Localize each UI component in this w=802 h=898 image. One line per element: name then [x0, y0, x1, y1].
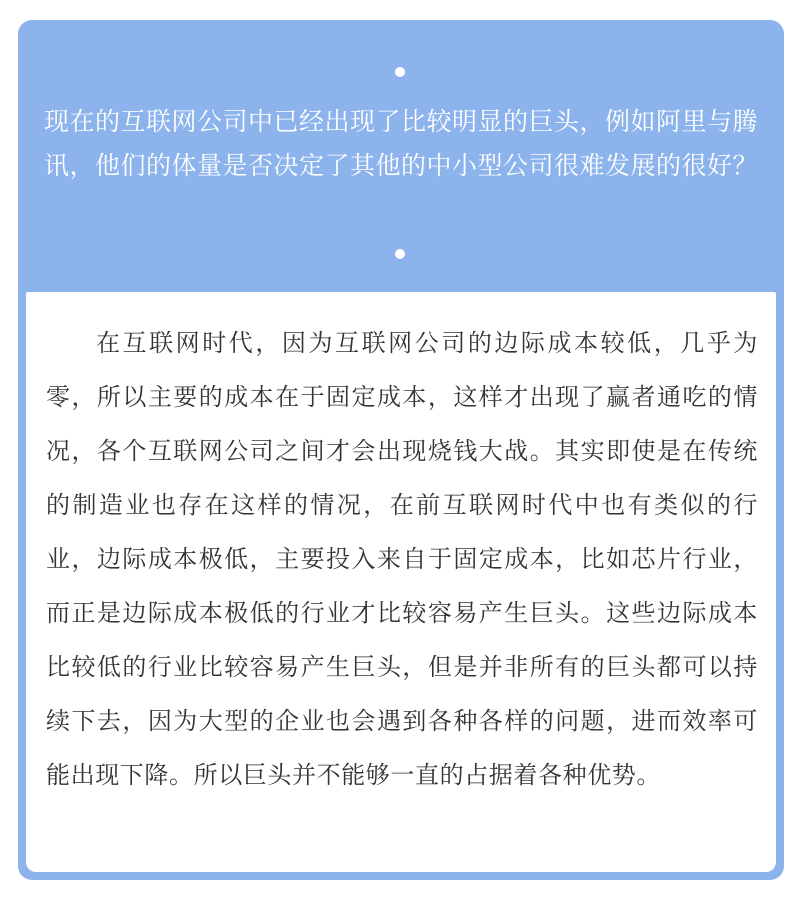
question-text: 现在的互联网公司中已经出现了比较明显的巨头，例如阿里与腾讯，他们的体量是否决定了其他的中小型公司很难发展的很好？: [43, 107, 758, 180]
qa-card: [18, 20, 784, 880]
answer-text: 在互联网时代，因为互联网公司的边际成本较低，几乎为零，所以主要的成本在于固定成本，这样才出现了赢者通吃的情况，各个互联网公司之间才会出现烧钱大战。其实即使是在传统的制造业也存在这样的情况，在前互联网时代中也有类似的行业，边际成本极低，主要投入来自于固定成本，比如芯片行业，而正是边际成本极低的行业才比较容易产生巨头。这些边际成本比较低的行业比较容易产生巨头，但是并非所有的巨头都可以持续下去，因为大型的企业也会遇到各种各样的问题，进而效率可能出现下降。所以巨头并不能够一直的占据着各种优势。: [46, 329, 758, 789]
answer-section: [26, 292, 776, 872]
question-section: [18, 20, 784, 292]
dot-icon: [395, 249, 405, 259]
dot-icon: [395, 67, 405, 77]
